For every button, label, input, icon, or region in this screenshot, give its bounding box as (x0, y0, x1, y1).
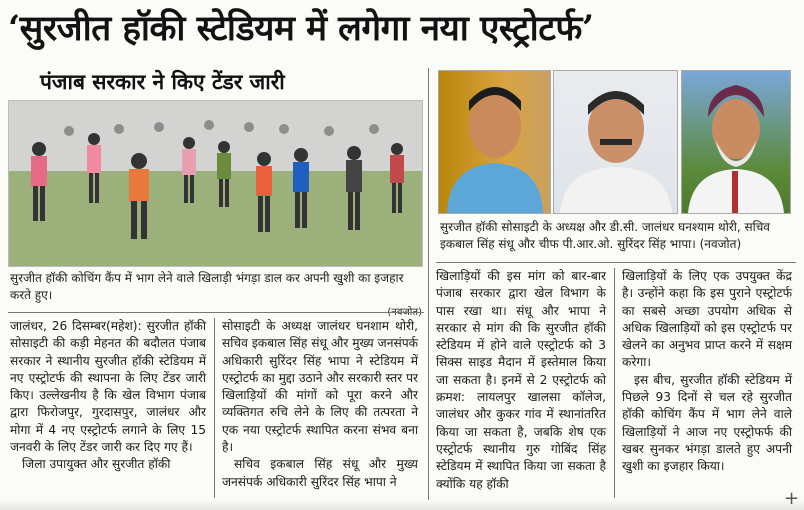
article-column-1 (10, 318, 206, 474)
column-divider (214, 318, 215, 498)
paragraph: खिलाड़ियों की इस मांग को बार-बार पंजाब सरकार द्वारा खेल विभाग के पास रखा था। संधू और भापा ने सरकार से मांग की कि सुरजीत हॉकी स्टेडियम में होने वाले एस्ट्रोटर्फ को 3 सिक्स साइड मैदान में इस्तेमाल किया जा सकता है। इनमें से 2 एस्ट्रोटर्फ को क्रमश: लायलपुर खालसा कॉलेज, जालंधर और कुकर गांव में स्थानांतरित किया जा सकता है, जबकि शेष एक एस्ट्रोटर्फ स्थानीय गुरु गोबिंद सिंह स्टेडियम में स्थापित किया जा सकता है क्योंकि यह हॉकी (436, 269, 606, 491)
main-photo (8, 100, 423, 267)
paragraph: जिला उपायुक्त और सुरजीत हॉकी (22, 457, 171, 472)
paragraph: जालंधर, 26 दिसम्बर(महेश): सुरजीत हॉकी सोसाइटी की कड़ी मेहनत की बदौलत पंजाब सरकार ने स्थानीय सुरजीत हॉकी स्टेडियम में नए एस्ट्रोटर्फ की स्थापना के लिए टेंडर जारी किए। उल्लेखनीय है कि खेल विभाग पंजाब द्वारा फिरोजपुर, गुरदासपुर, जालंधर और मोगा में 4 नए एस्ट्रोटर्फ लगाने के लिए 15 जनवरी के लिए टेंडर जारी कर दिए गए हैं। (10, 319, 206, 455)
dancing-players-illustration (9, 101, 422, 266)
portrait-caption: सुरजीत हॉकी सोसाइटी के अध्यक्ष और डी.सी. जालंधर घनश्याम थोरी, सचिव इकबाल सिंह संधू और चीफ पी.आर.ओ. सुरिंदर सिंह भापा। (नवजोत) (440, 220, 770, 251)
plus-icon: + (784, 488, 800, 509)
article-column-2 (222, 318, 418, 491)
portrait-surinder-singh-bhapa (681, 70, 791, 214)
paragraph: इस बीच, सुरजीत हॉकी स्टेडियम में पिछले 93 दिनों से चल रहे सुरजीत हॉकी कोचिंग कैंप में भाग लेने वाले खिलाड़ियों ने आज नए एस्ट्रोफर्फ की खबर सुनकर भंगड़ा डालते हुए अपनी खुशी का इजहार किया। (622, 372, 792, 474)
subheadline: पंजाब सरकार ने किए टेंडर जारी (40, 70, 285, 94)
article-column-3 (436, 268, 606, 493)
paragraph: सोसाइटी के अध्यक्ष जालंधर घनशाम थोरी, सचिव इकबाल सिंह संधू और मुख्य जनसंपर्क अधिकारी सुरिंदर सिंह भापा ने स्टेडियम में एस्ट्रोटर्फ का मुद्दा उठाने और सरकारी स्तर पर खिलाड़ियों की मांगों को पूरा करने और व्यक्तिगत रुचि लेने के लिए की तत्परता ने एक नया एस्ट्रोटर्फ स्थापित करना संभव बना है। (222, 319, 418, 455)
article-column-4 (622, 268, 792, 476)
paragraph: सचिव इकबाल सिंह संधू और मुख्य जनसंपर्क अधिकारी सुरिंदर सिंह भापा ने (222, 457, 418, 489)
column-divider (428, 68, 429, 500)
man-portrait-icon (439, 71, 550, 213)
cropped-next-headline (0, 500, 804, 510)
column-divider (614, 268, 615, 498)
photo-caption-text: सुरजीत हॉकी कोचिंग कैंप में भाग लेने वाले खिलाड़ी भंगड़ा डाल कर अपनी खुशी का इजहार करते हुए। (10, 271, 404, 302)
headline: ‘सुरजीत हॉकी स्टेडियम में लगेगा नया एस्ट्रोटर्फ’ (8, 8, 594, 49)
section-divider (8, 312, 424, 313)
paragraph: खिलाड़ियों के लिए एक उपयुक्त केंद्र है। उन्होंने कहा कि इस पुराने एस्ट्रोटर्फ का सबसे अच्छा उपयोग अधिक से अधिक खिलाड़ियों को इस एस्ट्रोटर्फ पर खेलने का अनुभव प्राप्त करने में सक्षम करेगा। (622, 269, 792, 370)
man-portrait-icon (554, 71, 677, 213)
section-divider (436, 262, 796, 263)
portrait-iqbal-singh-sandhu (553, 70, 678, 214)
portrait-ghanshyam-thori (438, 70, 551, 214)
man-portrait-icon (682, 71, 790, 213)
photo-caption (10, 270, 422, 321)
